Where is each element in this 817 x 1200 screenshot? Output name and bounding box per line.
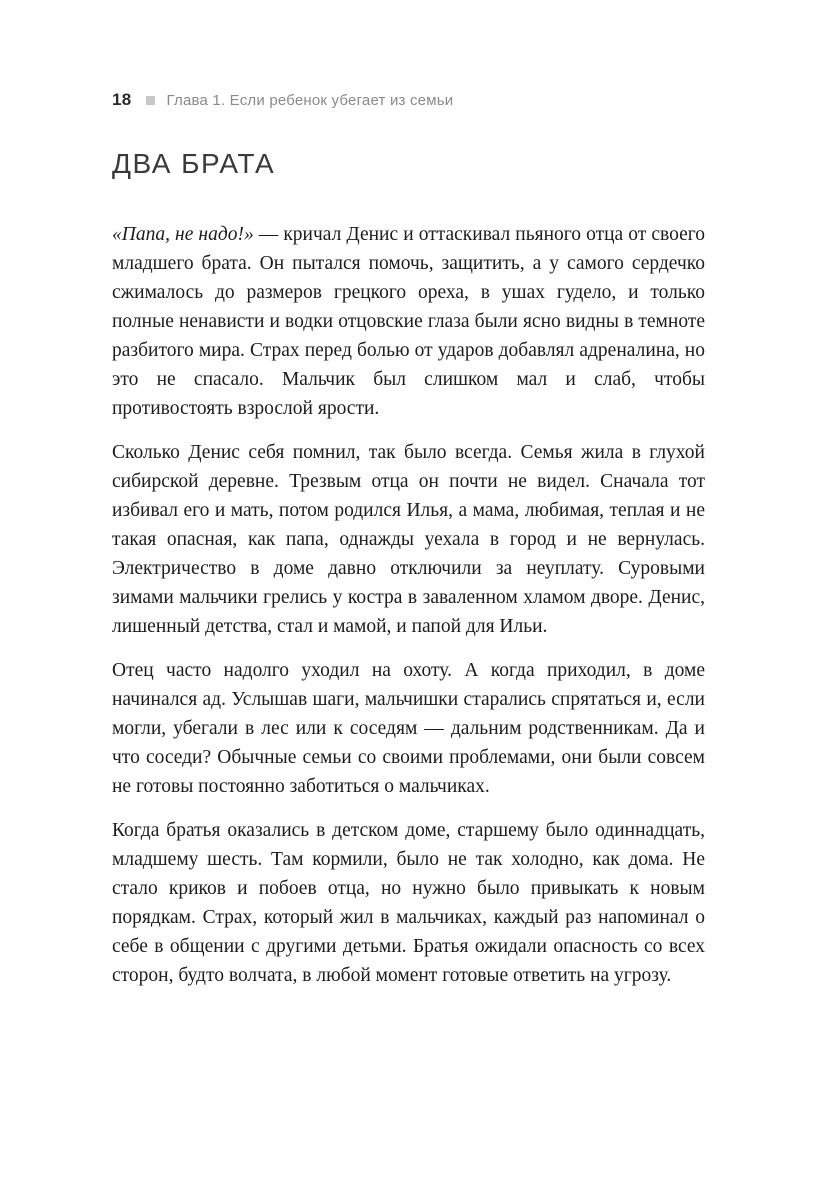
paragraph-1 xyxy=(112,220,705,423)
paragraph-2: Сколько Денис себя помнил, так было всегда. Семья жила в глухой сибирской деревне. Трезвым отца он почти не видел. Сначала тот избивал его и мать, потом родился Илья, а мама, любимая, теплая и не такая опасная, как папа, однажды уехала в город и не вернулась. Электричество в доме давно отключили за неуплату. Суровыми зимами мальчики грелись у костра в заваленном хламом дворе. Денис, лишенный детства, стал и мамой, и папой для Ильи. xyxy=(112,442,705,637)
section-title: ДВА БРАТА xyxy=(112,148,276,179)
running-head-chapter: Глава 1. Если ребенок убегает из семьи xyxy=(166,91,454,109)
square-bullet-icon xyxy=(146,96,155,105)
paragraph-3: Отец часто надолго уходил на охоту. А когда приходил, в доме начинался ад. Услышав шаги, мальчишки старались спрятаться и, если могли, убегали в лес или к соседям — дальним родственникам. Да и что соседи? Обычные семьи со своими проблемами, они были совсем не готовы постоянно заботиться о мальчиках. xyxy=(112,660,705,797)
paragraph-1-text: — кричал Денис и оттаскивал пьяного отца от своего младшего брата. Он пытался помочь, защитить, а у самого сердечко сжималось до размеров грецкого ореха, в ушах гудело, и только полные ненависти и водки отцовские глаза были ясно видны в темноте разбитого мира. Страх перед болью от ударов добавлял адреналина, но это не спасало. Мальчик был слишком мал и слаб, чтобы противостоять взрослой ярости. xyxy=(112,224,705,419)
paragraph-1-italic-lead: «Папа, не надо!» xyxy=(112,224,254,245)
page-number: 18 xyxy=(112,90,132,109)
body-text xyxy=(112,220,705,990)
page-header xyxy=(112,90,705,110)
paragraph-4: Когда братья оказались в детском доме, старшему было одиннадцать, младшему шесть. Там кормили, было не так холодно, как дома. Не стало криков и побоев отца, но нужно было привыкать к новым порядкам. Страх, который жил в мальчиках, каждый раз напоминал о себе в общении с другими детьми. Братья ожидали опасность со всех сторон, будто волчата, в любой момент готовые ответить на угрозу. xyxy=(112,820,705,986)
